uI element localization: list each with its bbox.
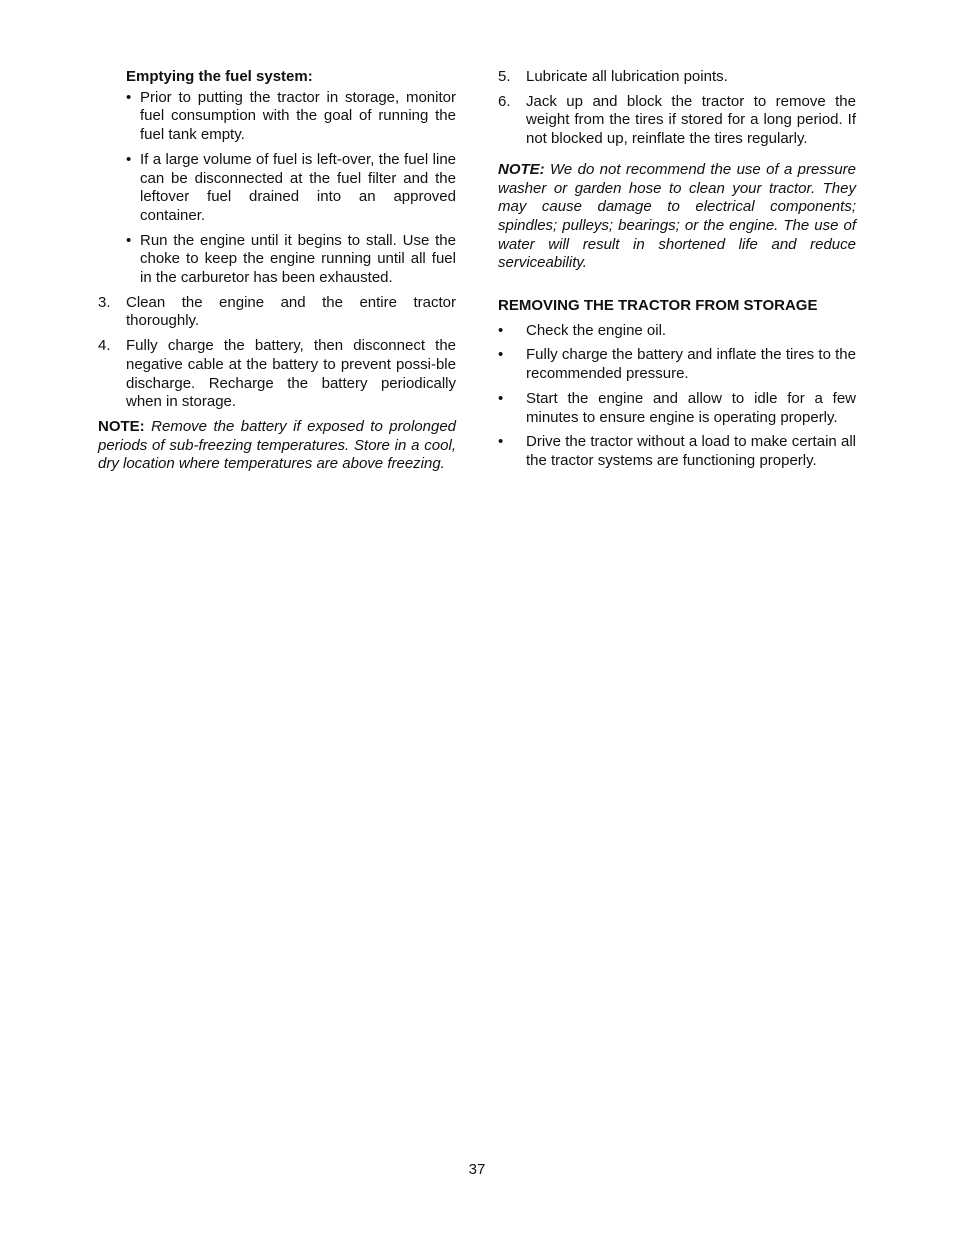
storage-steps-list bbox=[498, 68, 856, 149]
step-number: 3. bbox=[98, 293, 111, 311]
list-item-text: Start the engine and allow to idle for a few minutes to ensure engine is operating properly. bbox=[526, 389, 856, 426]
step-number: 4. bbox=[98, 337, 111, 355]
list-item-text: Prior to putting the tractor in storage, monitor fuel consumption with the goal of running the fuel tank empty. bbox=[140, 88, 456, 144]
bullet-icon: • bbox=[126, 88, 132, 106]
list-item bbox=[498, 68, 856, 87]
bullet-icon: • bbox=[126, 231, 132, 249]
list-item-text: Drive the tractor without a load to make certain all the tractor systems are functioning properly. bbox=[526, 433, 856, 469]
bullet-icon: • bbox=[498, 433, 504, 451]
bullet-icon: • bbox=[498, 346, 504, 364]
list-item-text: Check the engine oil. bbox=[526, 321, 667, 339]
bullet-icon: • bbox=[498, 389, 504, 407]
step-number: 6. bbox=[498, 92, 511, 110]
note-text: Remove the battery if exposed to prolonged periods of sub-freezing temperatures. Store in a cool, dry location where temperatures are above freezing. bbox=[98, 417, 457, 473]
fuel-system-subheading: Emptying the fuel system: bbox=[126, 68, 313, 85]
storage-steps-list bbox=[98, 294, 456, 412]
list-item bbox=[98, 294, 456, 331]
list-item bbox=[498, 93, 856, 149]
step-text: Fully charge the battery, then disconnect the negative cable at the battery to prevent possi-ble discharge. Recharge the battery periodically when in storage. bbox=[126, 337, 456, 411]
step-text: Lubricate all lubrication points. bbox=[526, 68, 728, 85]
water-note bbox=[498, 161, 856, 273]
bullet-icon: • bbox=[126, 150, 132, 168]
list-item-text: Fully charge the battery and inflate the tires to the recommended pressure. bbox=[526, 346, 856, 383]
bullet-icon: • bbox=[498, 321, 504, 339]
right-column bbox=[498, 68, 856, 477]
step-text: Jack up and block the tractor to remove the weight from the tires if stored for a long period. If not blocked up, reinflate the tires regularly. bbox=[526, 92, 856, 148]
page-number: 37 bbox=[468, 1161, 486, 1178]
note-text: We do not recommend the use of a pressure washer or garden hose to clean your tractor. They may cause damage to electrical components; spindles; pulleys; bearings; or the engine. The use of water will result in shortened life and reduce serviceability. bbox=[498, 160, 856, 272]
list-item bbox=[126, 151, 456, 226]
list-item bbox=[98, 337, 456, 412]
note-label: NOTE: bbox=[98, 417, 145, 435]
section-heading: REMOVING THE TRACTOR FROM STORAGE bbox=[498, 297, 818, 315]
step-text: Clean the engine and the entire tractor thoroughly. bbox=[126, 293, 456, 330]
list-item bbox=[126, 232, 456, 288]
list-item bbox=[498, 390, 856, 427]
list-item bbox=[498, 346, 856, 383]
list-item bbox=[498, 322, 856, 341]
note-label: NOTE: bbox=[498, 160, 545, 178]
fuel-system-bullet-list bbox=[126, 89, 456, 288]
step-number: 5. bbox=[498, 68, 511, 85]
left-column bbox=[98, 68, 456, 474]
removal-bullet-list bbox=[498, 322, 856, 471]
list-item bbox=[126, 89, 456, 145]
battery-note bbox=[98, 418, 456, 474]
list-item bbox=[498, 433, 856, 470]
list-item-text: Run the engine until it begins to stall. Use the choke to keep the engine running until all fuel in the carburetor has been exhausted. bbox=[140, 231, 456, 287]
list-item-text: If a large volume of fuel is left-over, the fuel line can be disconnected at the fuel filter and the leftover fuel drained into an approved container. bbox=[140, 150, 456, 224]
